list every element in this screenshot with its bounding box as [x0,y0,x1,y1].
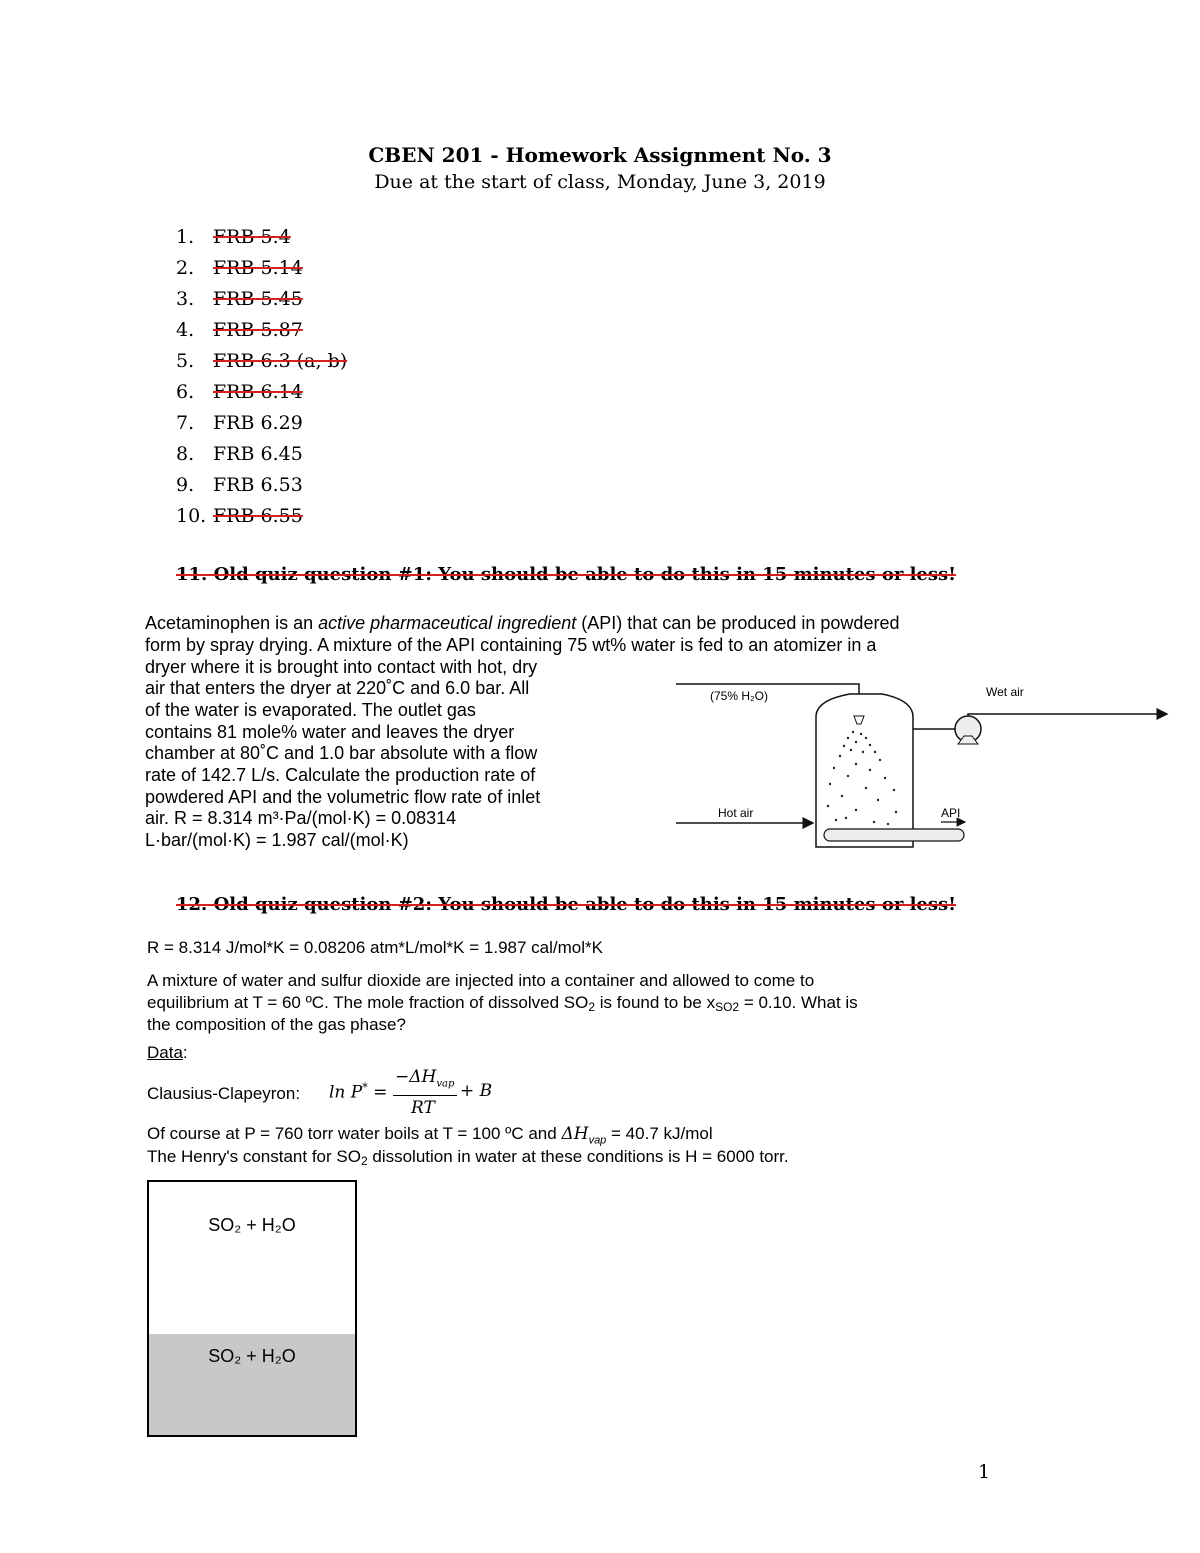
problem-item: 5. FRB 6.3 (a, b) [176,350,348,372]
q11-text-line: L·bar/(mol·K) = 1.987 cal/(mol·K) [145,830,409,850]
api-label: API [941,806,961,820]
page-title: CBEN 201 - Homework Assignment No. 3 [368,143,832,167]
q11-text-line: of the water is evaporated. The outlet gas [145,700,476,720]
q12-text-line: equilibrium at T = 60 ºC. The mole fraction of dissolved SO2 is found to be xSO2 = 0.10. What is [147,993,858,1014]
equation-denominator: RT [411,1098,435,1118]
q11-text-line: chamber at 80˚C and 1.0 bar absolute with a flow [145,743,538,763]
q11-text-line: form by spray drying. A mixture of the API containing 75 wt% water is fed to an atomizer in a [145,635,877,655]
problem-item: 1. FRB 5.4 [176,226,291,248]
q11-text-line: rate of 142.7 L/s. Calculate the production rate of [145,765,536,785]
equation-tail: + B [460,1081,493,1101]
feed-label: (75% H₂O) [710,689,769,703]
gas-phase-label: SO₂ + H₂O [208,1215,296,1235]
q12-text-line: The Henry's constant for SO2 dissolution in water at these conditions is H = 6000 torr. [147,1147,789,1168]
q11-text-line: powdered API and the volumetric flow rate of inlet [145,787,541,807]
fraction-bar [393,1095,457,1096]
q11-text-line: air. R = 8.314 m³·Pa/(mol·K) = 0.08314 [145,808,457,828]
api-outlet-pipe [824,829,964,841]
problem-item: 9. FRB 6.53 [176,474,303,496]
data-heading: Data: [147,1043,188,1062]
due-date: Due at the start of class, Monday, June 3, 2019 [374,171,826,193]
q11-text-line: dryer where it is brought into contact with hot, dry [145,657,538,677]
q11-text-line: Acetaminophen is an active pharmaceutical ingredient (API) that can be produced in powdered [145,613,900,633]
problem-item: 3. FRB 5.45 [176,288,303,310]
question-12-heading: 12. Old quiz question #2: You should be able to do this in 15 minutes or less! [176,894,957,915]
q11-text-line: contains 81 mole% water and leaves the dryer [145,722,515,742]
page-number: 1 [978,1461,991,1483]
q12-text-line: Of course at P = 760 torr water boils at T = 100 ºC and $\Delta H_{vap} = 40.7$ kJ/mol [147,1124,713,1147]
liquid-phase [149,1334,355,1435]
spray-dryer-diagram [670,672,1175,857]
wet-air-label: Wet air [986,685,1024,699]
container-diagram [147,1180,357,1437]
q12-text-line: the composition of the gas phase? [147,1015,406,1034]
equation-numerator: $-\Delta H_{vap}$ [395,1067,455,1090]
gas-constant-line: R = 8.314 J/mol*K = 0.08206 atm*L/mol*K = 1.987 cal/mol*K [147,938,603,957]
equation-lhs: ln P* = [329,1081,388,1103]
problem-item: 8. FRB 6.45 [176,443,303,465]
q12-text-line: A mixture of water and sulfur dioxide are injected into a container and allowed to come to [147,971,815,990]
problem-item: 6. FRB 6.14 [176,381,303,403]
problem-item: 2. FRB 5.14 [176,257,303,279]
question-11-heading: 11. Old quiz question #1: You should be able to do this in 15 minutes or less! [176,564,957,585]
clausius-clapeyron-label: Clausius-Clapeyron: [147,1084,301,1103]
q11-text-line: air that enters the dryer at 220˚C and 6.0 bar. All [145,678,530,698]
problem-item: 7. FRB 6.29 [176,412,303,434]
problem-item: 4. FRB 5.87 [176,319,303,341]
hot-air-label: Hot air [718,806,754,820]
problem-item: 10. FRB 6.55 [176,505,303,527]
dryer-vessel [816,694,913,847]
liquid-phase-label: SO₂ + H₂O [208,1346,296,1366]
